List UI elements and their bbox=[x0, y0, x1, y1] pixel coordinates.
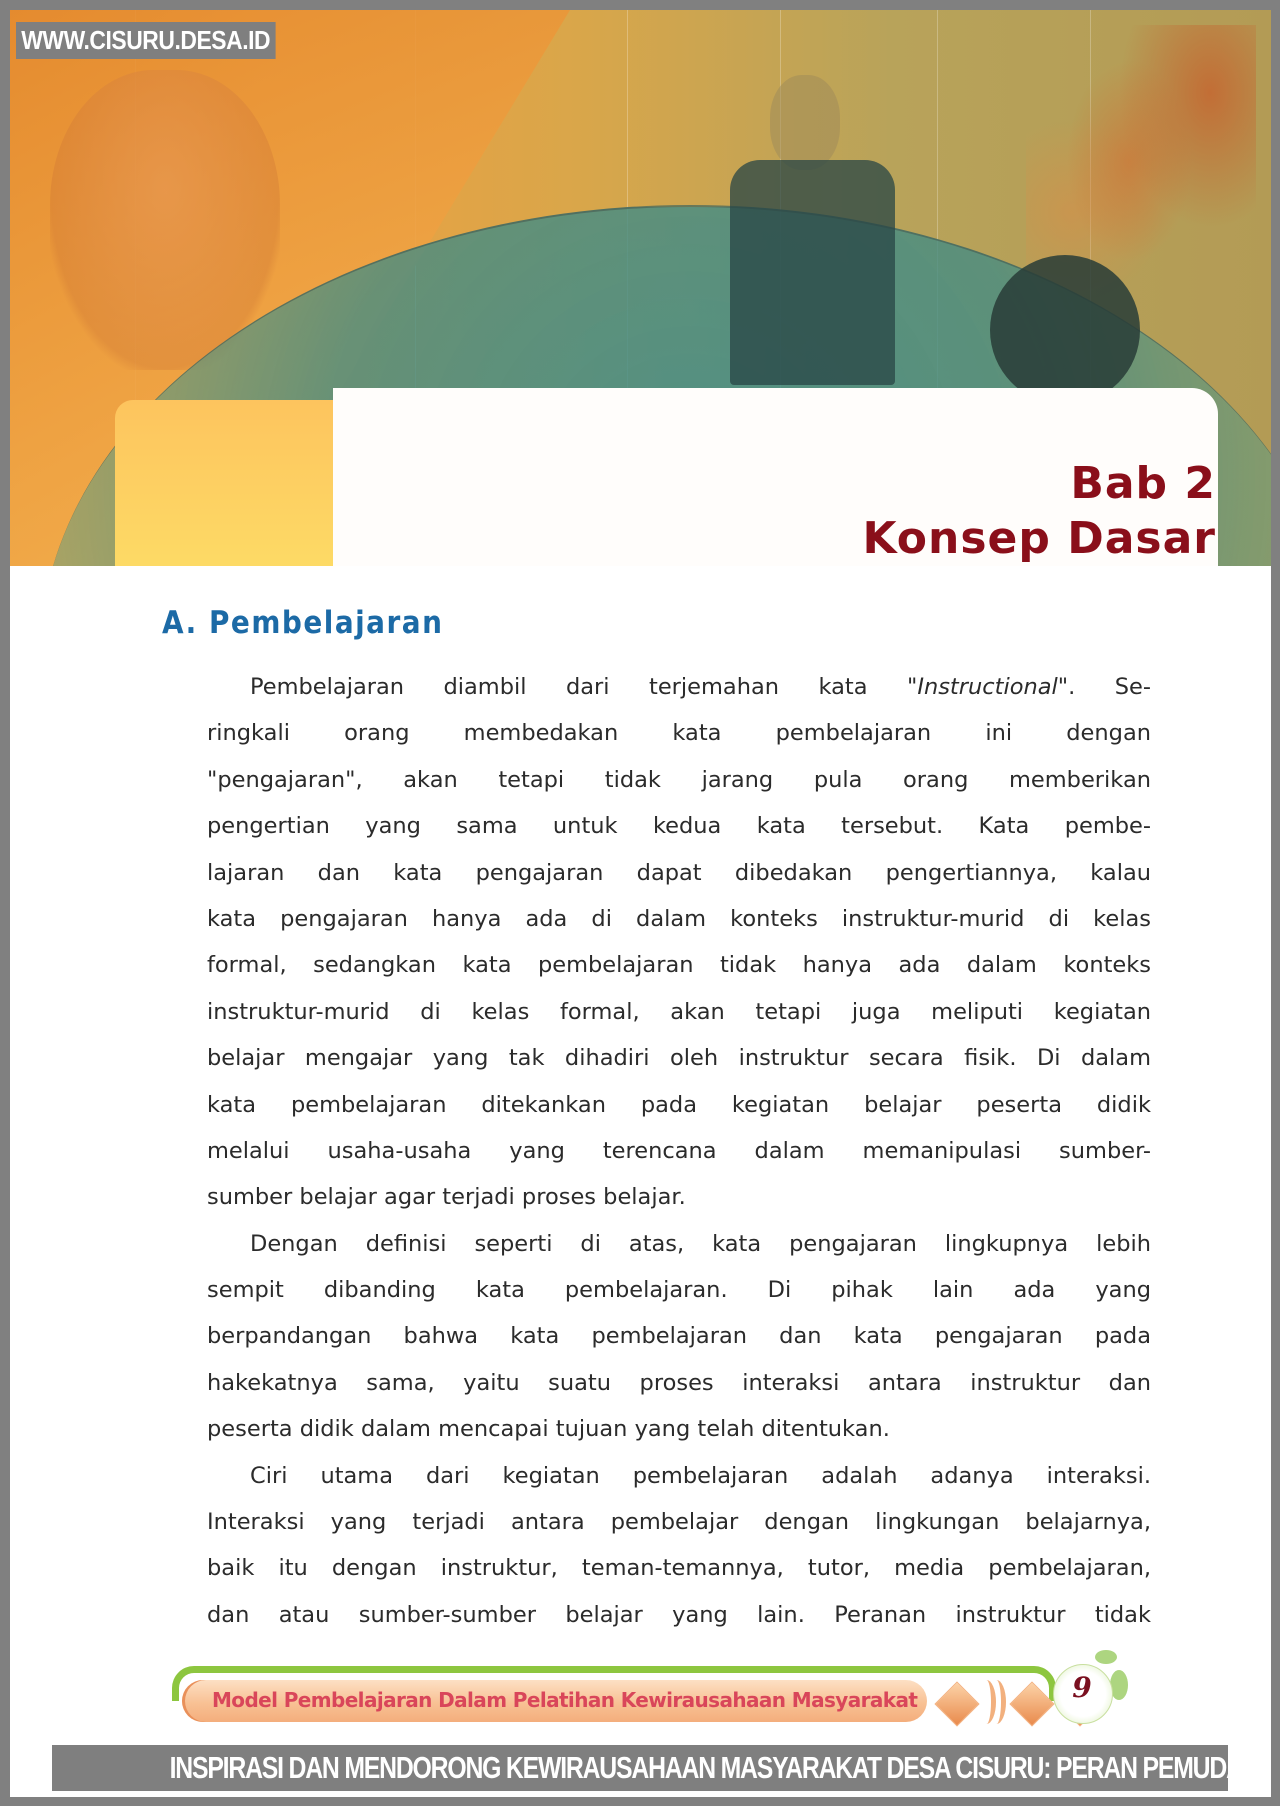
text-line bbox=[207, 670, 1151, 716]
text-line: "pengajaran", akan tetapi tidak jarang pula orang memberikan bbox=[207, 766, 1151, 793]
text-line: pengertian yang sama untuk kedua kata tersebut. Kata pembe- bbox=[207, 813, 1151, 840]
student-figure bbox=[990, 255, 1140, 405]
bracket-ornament-icon bbox=[987, 1680, 1006, 1724]
text-line: formal, sedangkan kata pembelajaran tidak hanya ada dalam konteks bbox=[207, 952, 1151, 979]
text-line: melalui usaha-usaha yang terencana dalam memanipulasi sumber- bbox=[207, 1137, 1151, 1164]
footer-book-title: Model Pembelajaran Dalam Pelatihan Kewirausahaan Masyarakat bbox=[212, 1688, 918, 1712]
text-line: instruktur-murid di kelas formal, akan tetapi juga meliputi kegiatan bbox=[207, 998, 1151, 1025]
chapter-header-illustration bbox=[10, 10, 1271, 566]
text-line: Interaksi yang terjadi antara pembelajar dengan lingkungan belajarnya, bbox=[207, 1509, 1151, 1536]
italic-term: Instructional bbox=[917, 674, 1058, 700]
text-line: baik itu dengan instruktur, teman-temannya, tutor, media pembelajaran, bbox=[207, 1555, 1151, 1582]
instructor-figure-head bbox=[770, 75, 840, 170]
document-page bbox=[10, 10, 1271, 1797]
text-line: kata pengajaran hanya ada di dalam konteks instruktur-murid di kelas bbox=[207, 905, 1151, 932]
text-line: berpandangan bahwa kata pembelajaran dan kata pengajaran pada bbox=[207, 1323, 1151, 1350]
instructor-figure-body bbox=[730, 160, 895, 385]
page-number: 9 bbox=[1072, 1671, 1092, 1704]
text-line: belajar mengajar yang tak dihadiri oleh instruktur secara fisik. Di dalam bbox=[207, 1045, 1151, 1072]
text-line: lajaran dan kata pengajaran dapat dibedakan pengertiannya, kalau bbox=[207, 859, 1151, 886]
text-run: Pembelajaran diambil dari terjemahan kata " bbox=[250, 674, 918, 700]
site-watermark: WWW.CISURU.DESA.ID bbox=[16, 22, 275, 59]
text-line: Dengan definisi seperti di atas, kata pengajaran lingkupnya lebih bbox=[250, 1230, 1151, 1257]
text-run: ". Se- bbox=[1057, 674, 1151, 700]
yellow-block-shape bbox=[115, 400, 345, 566]
article-title: INSPIRASI DAN MENDORONG KEWIRAUSAHAAN MASYARAKAT DESA CISURU: PERAN PEMUDA bbox=[169, 1750, 1243, 1785]
text-line: ringkali orang membedakan kata pembelajaran ini dengan bbox=[207, 720, 1151, 747]
text-line: Ciri utama dari kegiatan pembelajaran adalah adanya interaksi. bbox=[250, 1462, 1151, 1489]
body-text bbox=[207, 670, 1151, 1644]
chapter-title: Konsep Dasar bbox=[862, 513, 1216, 564]
section-heading: A. Pembelajaran bbox=[162, 605, 444, 641]
chapter-number: Bab 2 bbox=[1070, 458, 1216, 509]
text-line: kata pembelajaran ditekankan pada kegiatan belajar peserta didik bbox=[207, 1091, 1151, 1118]
text-line: sumber belajar agar terjadi proses belajar. bbox=[207, 1184, 686, 1211]
leaf-icon bbox=[1095, 1650, 1117, 1664]
text-line: hakekatnya sama, yaitu suatu proses interaksi antara instruktur dan bbox=[207, 1369, 1151, 1396]
puppet-image bbox=[50, 70, 280, 370]
text-line: peserta didik dalam mencapai tujuan yang telah ditentukan. bbox=[207, 1416, 890, 1443]
text-line: sempit dibanding kata pembelajaran. Di pihak lain ada yang bbox=[207, 1277, 1151, 1304]
page-footer bbox=[172, 1666, 1132, 1736]
text-line: dan atau sumber-sumber belajar yang lain. Peranan instruktur tidak bbox=[207, 1601, 1151, 1628]
